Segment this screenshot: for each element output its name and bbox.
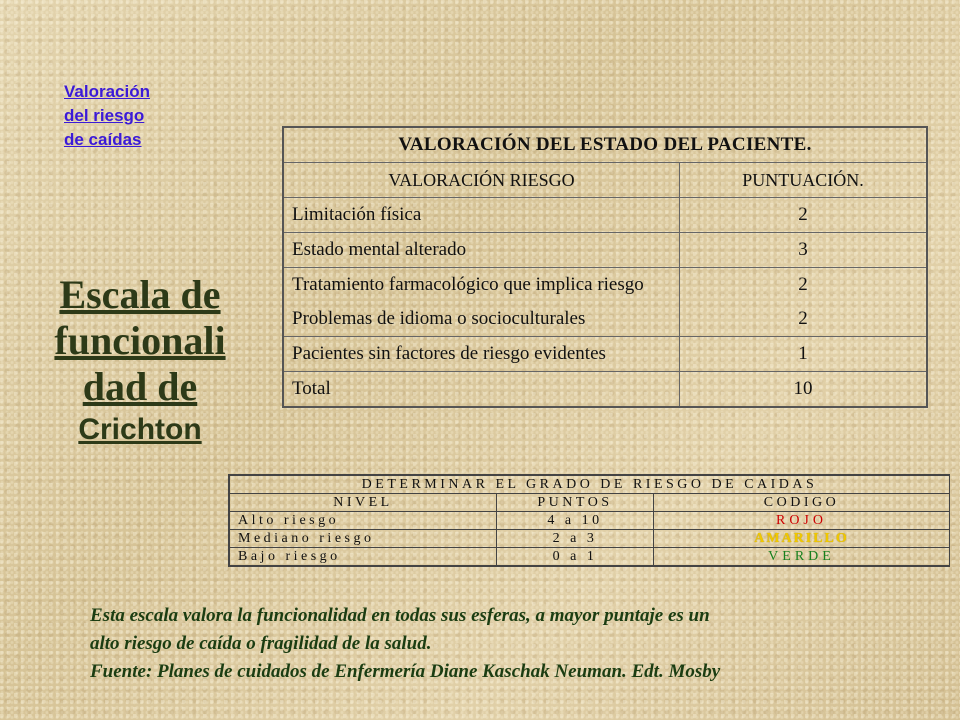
page-title bbox=[22, 272, 258, 450]
level-label: Alto riesgo bbox=[229, 512, 497, 530]
title-line-2: funcionali bbox=[54, 318, 226, 363]
link-line-1: Valoración bbox=[64, 82, 150, 101]
table2-col-code: CODIGO bbox=[654, 494, 950, 512]
table-row bbox=[229, 530, 950, 548]
table-row bbox=[283, 198, 927, 233]
level-label: Bajo riesgo bbox=[229, 548, 497, 567]
patient-assessment-table bbox=[282, 126, 928, 408]
table2-col-level: NIVEL bbox=[229, 494, 497, 512]
code-red: ROJO bbox=[654, 512, 950, 530]
fall-risk-grade-table bbox=[228, 474, 950, 567]
total-value: 10 bbox=[680, 372, 928, 408]
footnote-line-1: Esta escala valora la funcionalidad en todas sus esferas, a mayor puntaje es un bbox=[90, 605, 710, 626]
row-label: Pacientes sin factores de riesgo evidentes bbox=[283, 337, 680, 372]
table-row-total bbox=[283, 372, 927, 408]
points-value: 4 a 10 bbox=[497, 512, 654, 530]
row-value: 2 bbox=[680, 198, 928, 233]
row-label: Estado mental alterado bbox=[283, 233, 680, 268]
table-row bbox=[229, 512, 950, 530]
table-row bbox=[283, 233, 927, 268]
table2-header: DETERMINAR EL GRADO DE RIESGO DE CAIDAS bbox=[229, 475, 950, 494]
code-yellow: AMARILLO bbox=[654, 530, 950, 548]
footnote bbox=[90, 602, 910, 686]
title-line-1: Escala de bbox=[59, 272, 221, 317]
row-value: 2 bbox=[680, 268, 928, 303]
footnote-source: Fuente: Planes de cuidados de Enfermería Diane Kaschak Neuman. Edt. Mosby bbox=[90, 661, 721, 682]
table-row bbox=[229, 548, 950, 567]
table-row bbox=[283, 337, 927, 372]
link-line-3: de caídas bbox=[64, 130, 142, 149]
link-line-2: del riesgo bbox=[64, 106, 145, 125]
level-label: Mediano riesgo bbox=[229, 530, 497, 548]
title-line-4: Crichton bbox=[78, 413, 202, 446]
table1-header: VALORACIÓN DEL ESTADO DEL PACIENTE. bbox=[283, 127, 927, 163]
fall-risk-link[interactable] bbox=[64, 80, 204, 152]
row-value: 3 bbox=[680, 233, 928, 268]
total-label: Total bbox=[283, 372, 680, 408]
row-label: Problemas de idioma o socioculturales bbox=[283, 302, 680, 337]
row-label: Limitación física bbox=[283, 198, 680, 233]
points-value: 0 a 1 bbox=[497, 548, 654, 567]
table2-col-points: PUNTOS bbox=[497, 494, 654, 512]
table1-col-risk: VALORACIÓN RIESGO bbox=[283, 163, 680, 198]
row-label: Tratamiento farmacológico que implica riesgo bbox=[283, 268, 680, 303]
table-row bbox=[283, 268, 927, 303]
footnote-line-2: alto riesgo de caída o fragilidad de la salud. bbox=[90, 633, 432, 654]
row-value: 1 bbox=[680, 337, 928, 372]
row-value: 2 bbox=[680, 302, 928, 337]
title-line-3: dad de bbox=[82, 364, 198, 409]
table-row bbox=[283, 302, 927, 337]
points-value: 2 a 3 bbox=[497, 530, 654, 548]
table1-col-score: PUNTUACIÓN. bbox=[680, 163, 928, 198]
code-green: VERDE bbox=[654, 548, 950, 567]
